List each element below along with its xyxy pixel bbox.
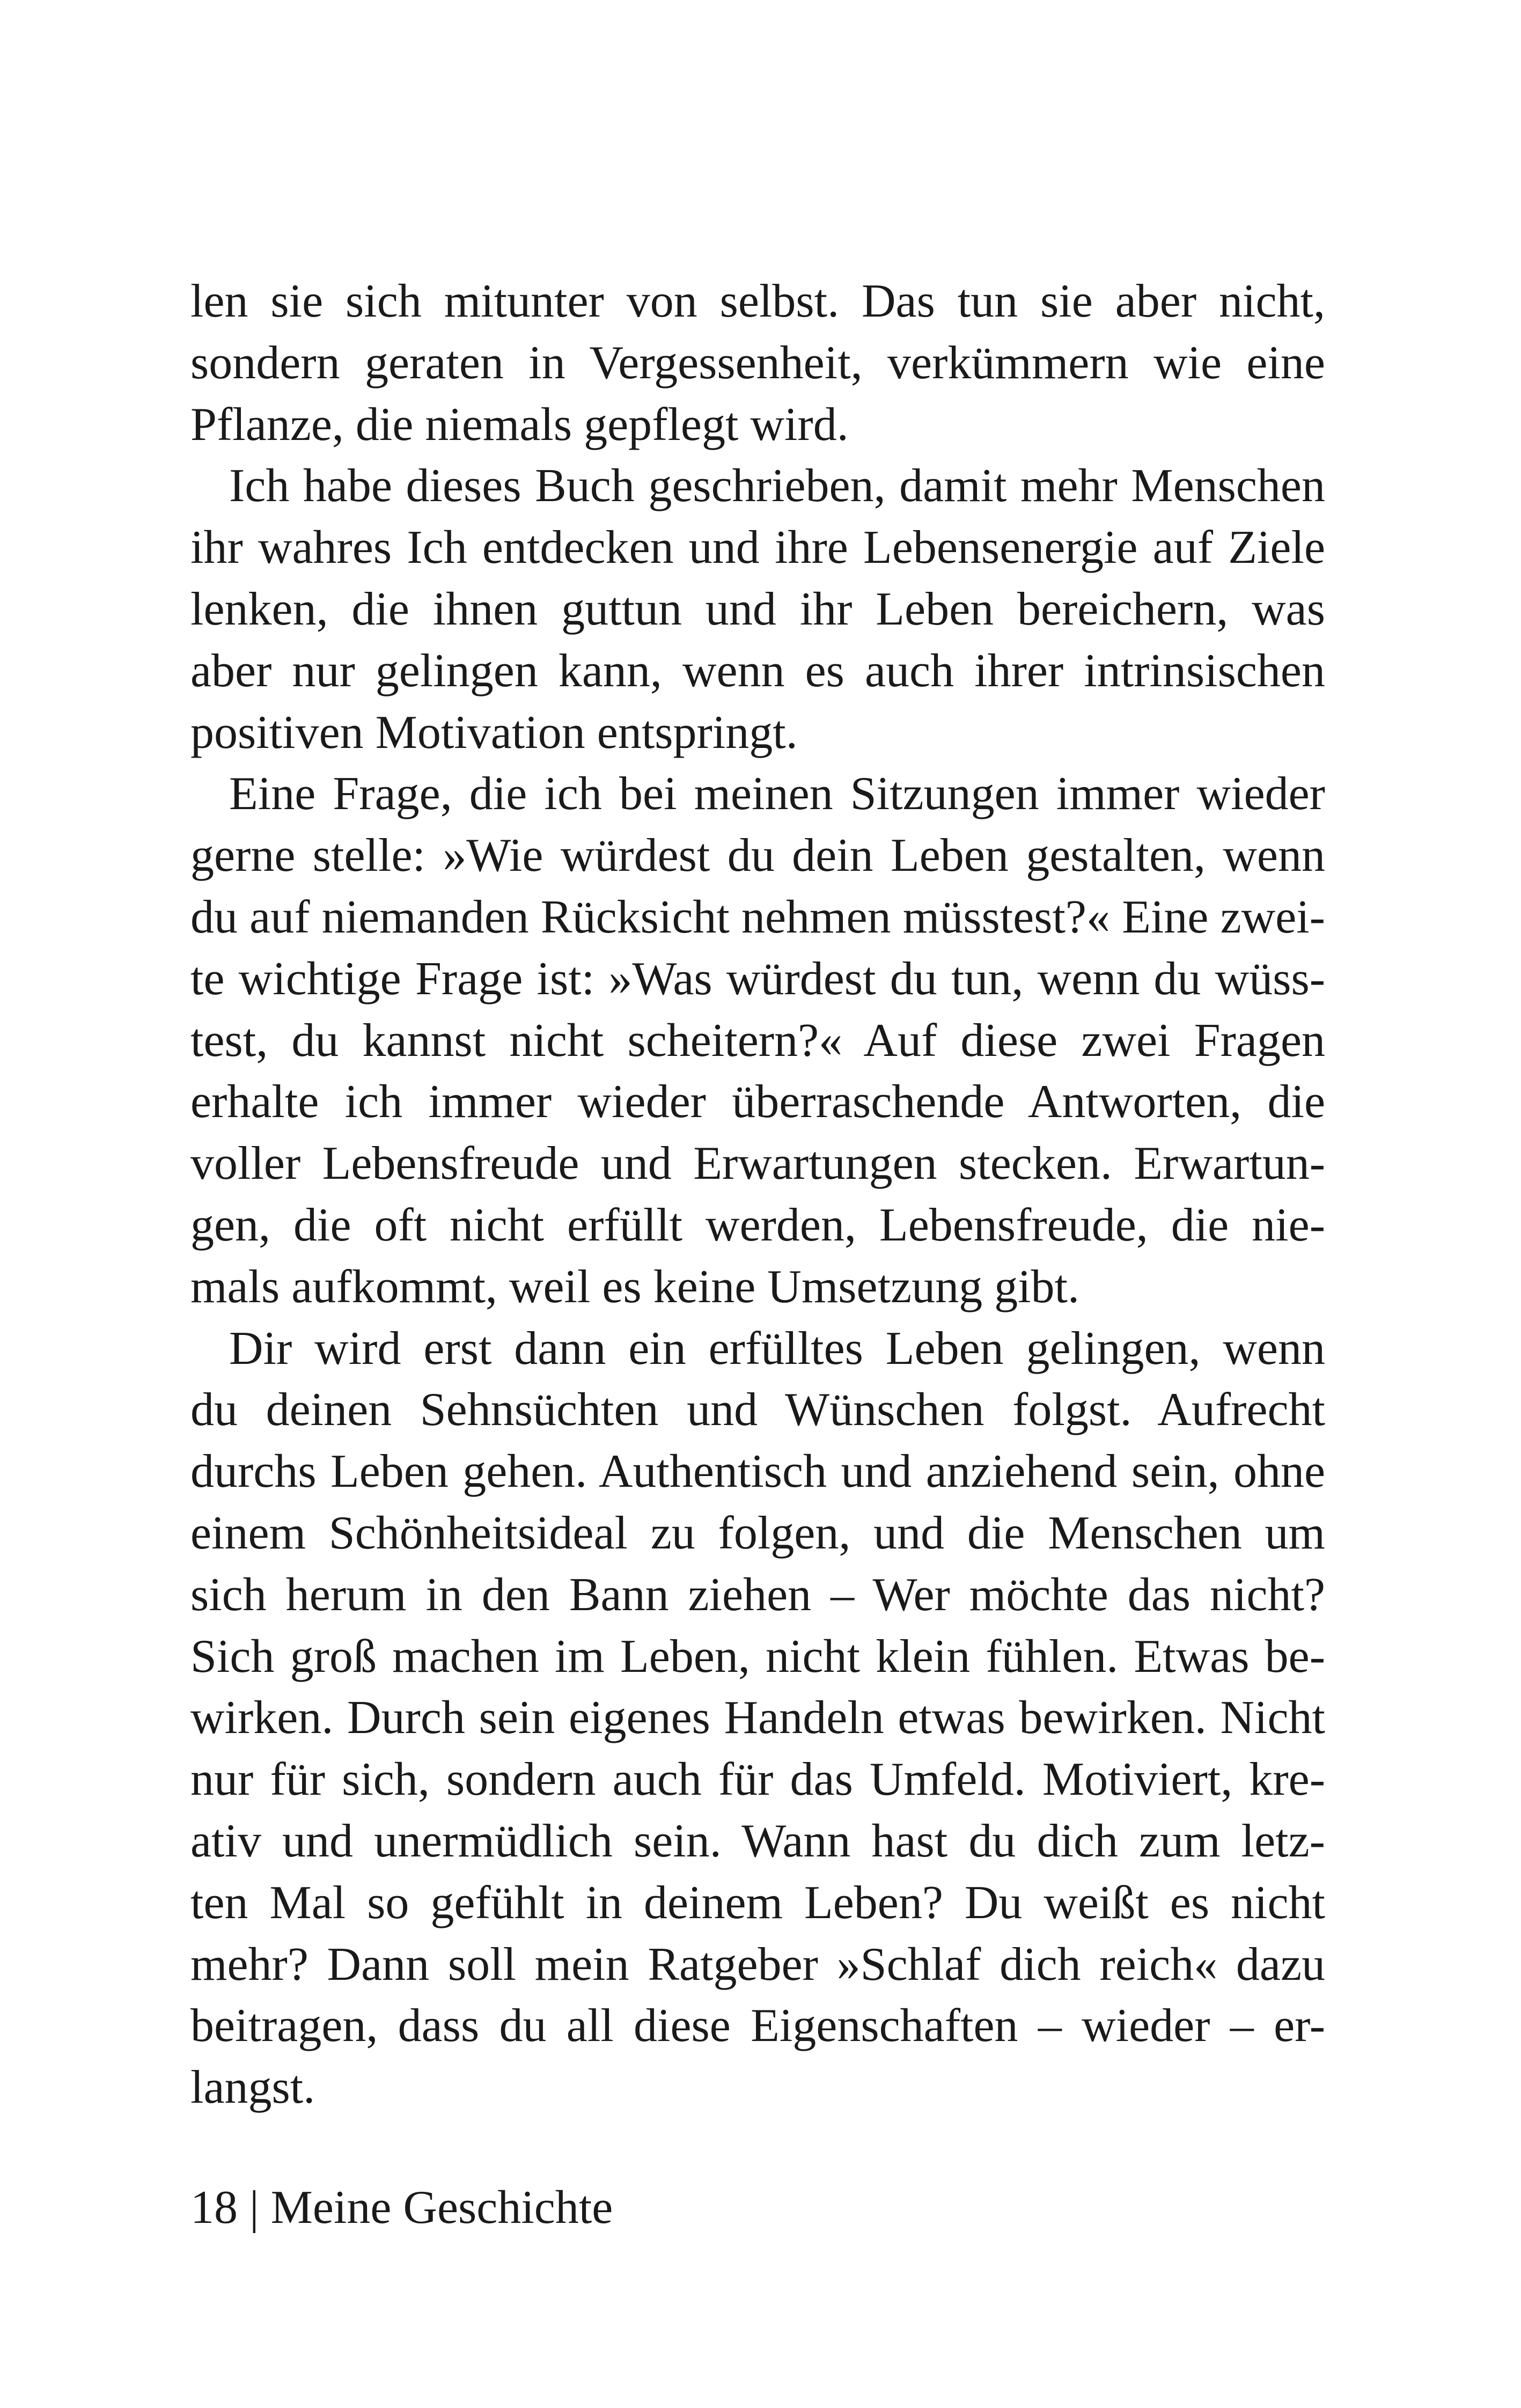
text-line: ativ und unermüdlich sein. Wann hast du dich zum letz-	[190, 1815, 1325, 1867]
text-line: aber nur gelingen kann, wenn es auch ihrer intrinsischen	[190, 644, 1325, 697]
text-line: lenken, die ihnen guttun und ihr Leben bereichern, was	[190, 583, 1325, 635]
text-line: erhalte ich immer wieder überraschende Antworten, die	[190, 1076, 1325, 1128]
page-number: 18	[190, 2182, 238, 2234]
text-line: du deinen Sehnsüchten und Wünschen folgst. Aufrecht	[190, 1384, 1325, 1436]
section-title: Meine Geschichte	[270, 2182, 613, 2234]
text-line: langst.	[190, 2061, 315, 2114]
text-line: durchs Leben gehen. Authentisch und anziehend sein, ohne	[190, 1445, 1325, 1498]
page-footer	[190, 2181, 613, 2235]
text-line: du auf niemanden Rücksicht nehmen müsstest?« Eine zwei-	[190, 891, 1325, 943]
text-line: sich herum in den Bann ziehen – Wer möchte das nicht?	[190, 1568, 1325, 1621]
text-line: test, du kannst nicht scheitern?« Auf diese zwei Fragen	[190, 1014, 1325, 1067]
text-line: gerne stelle: »Wie würdest du dein Leben gestalten, wenn	[190, 829, 1325, 882]
text-line: Sich groß machen im Leben, nicht klein fühlen. Etwas be-	[190, 1630, 1325, 1683]
text-line: gen, die oft nicht erfüllt werden, Lebensfreude, die nie-	[190, 1199, 1325, 1251]
text-line: ihr wahres Ich entdecken und ihre Lebensenergie auf Ziele	[190, 522, 1325, 574]
text-line: voller Lebensfreude und Erwartungen stecken. Erwartun-	[190, 1137, 1325, 1190]
text-line: Ich habe dieses Buch geschrieben, damit mehr Menschen	[229, 460, 1325, 512]
footer-separator: |	[249, 2182, 259, 2234]
text-line: nur für sich, sondern auch für das Umfeld. Motiviert, kre-	[190, 1753, 1325, 1806]
text-line: Eine Frage, die ich bei meinen Sitzungen immer wieder	[229, 768, 1325, 820]
text-line: einem Schönheitsideal zu folgen, und die Menschen um	[190, 1507, 1325, 1559]
body-text	[190, 271, 1325, 2119]
text-line: beitragen, dass du all diese Eigenschaften – wieder – er-	[190, 2000, 1325, 2052]
text-line: ten Mal so gefühlt in deinem Leben? Du weißt es nicht	[190, 1876, 1325, 1929]
text-line: mehr? Dann soll mein Ratgeber »Schlaf dich reich« dazu	[190, 1938, 1325, 1991]
text-line: len sie sich mitunter von selbst. Das tun sie aber nicht,	[190, 275, 1325, 327]
text-line: sondern geraten in Vergessenheit, verkümmern wie eine	[190, 336, 1325, 389]
text-line: positiven Motivation entspringt.	[190, 706, 798, 759]
text-line: Dir wird erst dann ein erfülltes Leben gelingen, wenn	[229, 1322, 1325, 1375]
text-line: mals aufkommt, weil es keine Umsetzung gibt.	[190, 1260, 1080, 1313]
text-line: te wichtige Frage ist: »Was würdest du tun, wenn du wüss-	[190, 952, 1325, 1005]
text-line: wirken. Durch sein eigenes Handeln etwas bewirken. Nicht	[190, 1692, 1325, 1744]
text-line: Pflanze, die niemals gepflegt wird.	[190, 398, 849, 451]
